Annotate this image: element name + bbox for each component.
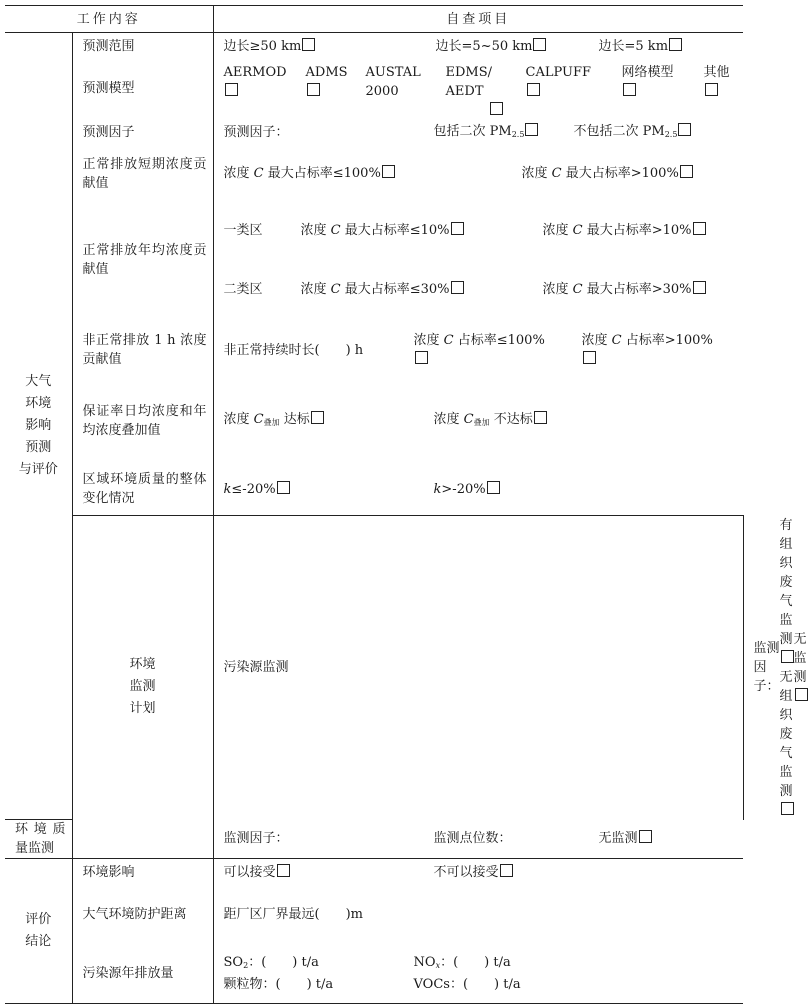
- table-row: [5, 321, 743, 379]
- table-row: [5, 60, 743, 118]
- item-range: 预测范围: [72, 33, 213, 60]
- option-label: 网络模型: [621, 64, 674, 80]
- checkbox[interactable]: [415, 351, 428, 364]
- checkbox[interactable]: [705, 83, 718, 96]
- short-term-options: 浓度 C 最大占标率≤100% 浓度 C 最大占标率>100%: [213, 148, 743, 200]
- checkbox[interactable]: [669, 38, 682, 51]
- table-row: [5, 200, 743, 321]
- item-emission: 污染源年排放量: [72, 944, 213, 1004]
- checkbox[interactable]: [533, 38, 546, 51]
- checkbox[interactable]: [382, 165, 395, 178]
- option-label: AUSTAL 2000: [365, 64, 421, 99]
- checkbox[interactable]: [534, 411, 547, 424]
- item-quality-monitor: 环境质量监测: [5, 820, 72, 859]
- option-label: EDMS/ AEDT: [445, 64, 493, 99]
- table-row: [5, 148, 743, 200]
- option-label: 其他: [703, 64, 730, 80]
- checkbox[interactable]: [225, 83, 238, 96]
- checkbox[interactable]: [781, 650, 794, 663]
- emission-values: $SO_2$：( ) t/a $NO_x$：( ) t/a 颗粒物：( ) t/a VOCs：( ) t/a: [213, 944, 743, 1004]
- checkbox[interactable]: [302, 38, 315, 51]
- table-row: [5, 944, 743, 1004]
- annual-options: 一类区 浓度 C 最大占标率≤10% 浓度 C 最大占标率>10% 二类区 浓度 C 最大占标率≤30% 浓度 C 最大占标率>30%: [213, 200, 743, 321]
- checkbox[interactable]: [781, 802, 794, 815]
- checkbox[interactable]: [451, 222, 464, 235]
- option-label: AERMOD: [223, 64, 287, 80]
- category-air: 大气 环境 影响 预测 与评价: [5, 33, 72, 820]
- table-row: [5, 859, 743, 886]
- checkbox[interactable]: [311, 411, 324, 424]
- item-factor: 预测因子: [72, 118, 213, 148]
- table-row: [5, 33, 743, 60]
- checkbox[interactable]: [527, 83, 540, 96]
- item-short-term: 正常排放短期浓度贡献值: [72, 148, 213, 200]
- regional-options: k≤-20% k>-20%: [213, 464, 743, 516]
- item-impact: 环境影响: [72, 859, 213, 886]
- checkbox[interactable]: [277, 481, 290, 494]
- category-conclusion: 评价 结论: [5, 859, 72, 1004]
- checkbox[interactable]: [277, 864, 290, 877]
- checkbox[interactable]: [451, 281, 464, 294]
- factor-text: 预测因子：: [223, 125, 289, 140]
- item-abnormal: 非正常排放 1 h 浓度贡献值: [72, 321, 213, 379]
- item-source-monitor: 污染源监测: [213, 516, 743, 820]
- table-header: [5, 6, 743, 33]
- checkbox[interactable]: [795, 688, 808, 701]
- checkbox[interactable]: [487, 481, 500, 494]
- abnormal-options: 非正常持续时长( ) h 浓度 C 占标率≤100% 浓度 C 占标率>100%: [213, 321, 743, 379]
- checkbox[interactable]: [693, 281, 706, 294]
- item-annual: 正常排放年均浓度贡献值: [72, 200, 213, 321]
- range-options: [213, 33, 743, 60]
- distance-text: 距厂区厂界最远( )m: [223, 907, 363, 922]
- item-regional: 区域环境质量的整体变化情况: [72, 464, 213, 516]
- overlay-options: 浓度 $C_{叠加}$ 达标 浓度 $C_{叠加}$ 不达标: [213, 379, 743, 464]
- header-check-items: 自查项目: [213, 6, 743, 33]
- checkbox[interactable]: [680, 165, 693, 178]
- quality-monitor-options: 监测因子： 监测点位数： 无监测: [213, 820, 743, 859]
- checkbox[interactable]: [639, 830, 652, 843]
- assessment-table: [5, 5, 807, 1004]
- item-model: 预测模型: [72, 60, 213, 118]
- item-overlay: 保证率日均浓度和年均浓度叠加值: [72, 379, 213, 464]
- item-distance: 大气环境防护距离: [72, 886, 213, 944]
- table-row: [5, 464, 743, 516]
- factor-options: 预测因子： 包括二次 $PM_{2.5}$ 不包括二次 $PM_{2.5}$: [213, 118, 743, 148]
- option-label: 边长=5 km: [598, 38, 669, 54]
- checkbox[interactable]: [500, 864, 513, 877]
- category-monitor: 环境 监测 计划: [72, 516, 213, 859]
- option-label: 边长≥50 km: [223, 38, 302, 54]
- option-label: ADMS: [305, 64, 348, 80]
- checkbox[interactable]: [525, 123, 538, 136]
- checkbox[interactable]: [490, 102, 503, 115]
- checkbox[interactable]: [307, 83, 320, 96]
- checkbox[interactable]: [678, 123, 691, 136]
- model-options: [213, 60, 743, 118]
- header-work-content: 工作内容: [5, 6, 213, 33]
- table-row: [5, 886, 743, 944]
- table-row: [5, 379, 743, 464]
- option-label: 边长=5~50 km: [435, 38, 533, 54]
- checkbox[interactable]: [583, 351, 596, 364]
- checkbox[interactable]: [623, 83, 636, 96]
- table-row: 环境 监测 计划 污染源监测 监测因子： 有组织废气监测 无组织废气监测 无监测: [5, 516, 743, 820]
- checkbox[interactable]: [693, 222, 706, 235]
- option-label: CALPUFF: [525, 64, 591, 80]
- impact-options: 可以接受 不可以接受: [213, 859, 743, 886]
- table-row: [5, 118, 743, 148]
